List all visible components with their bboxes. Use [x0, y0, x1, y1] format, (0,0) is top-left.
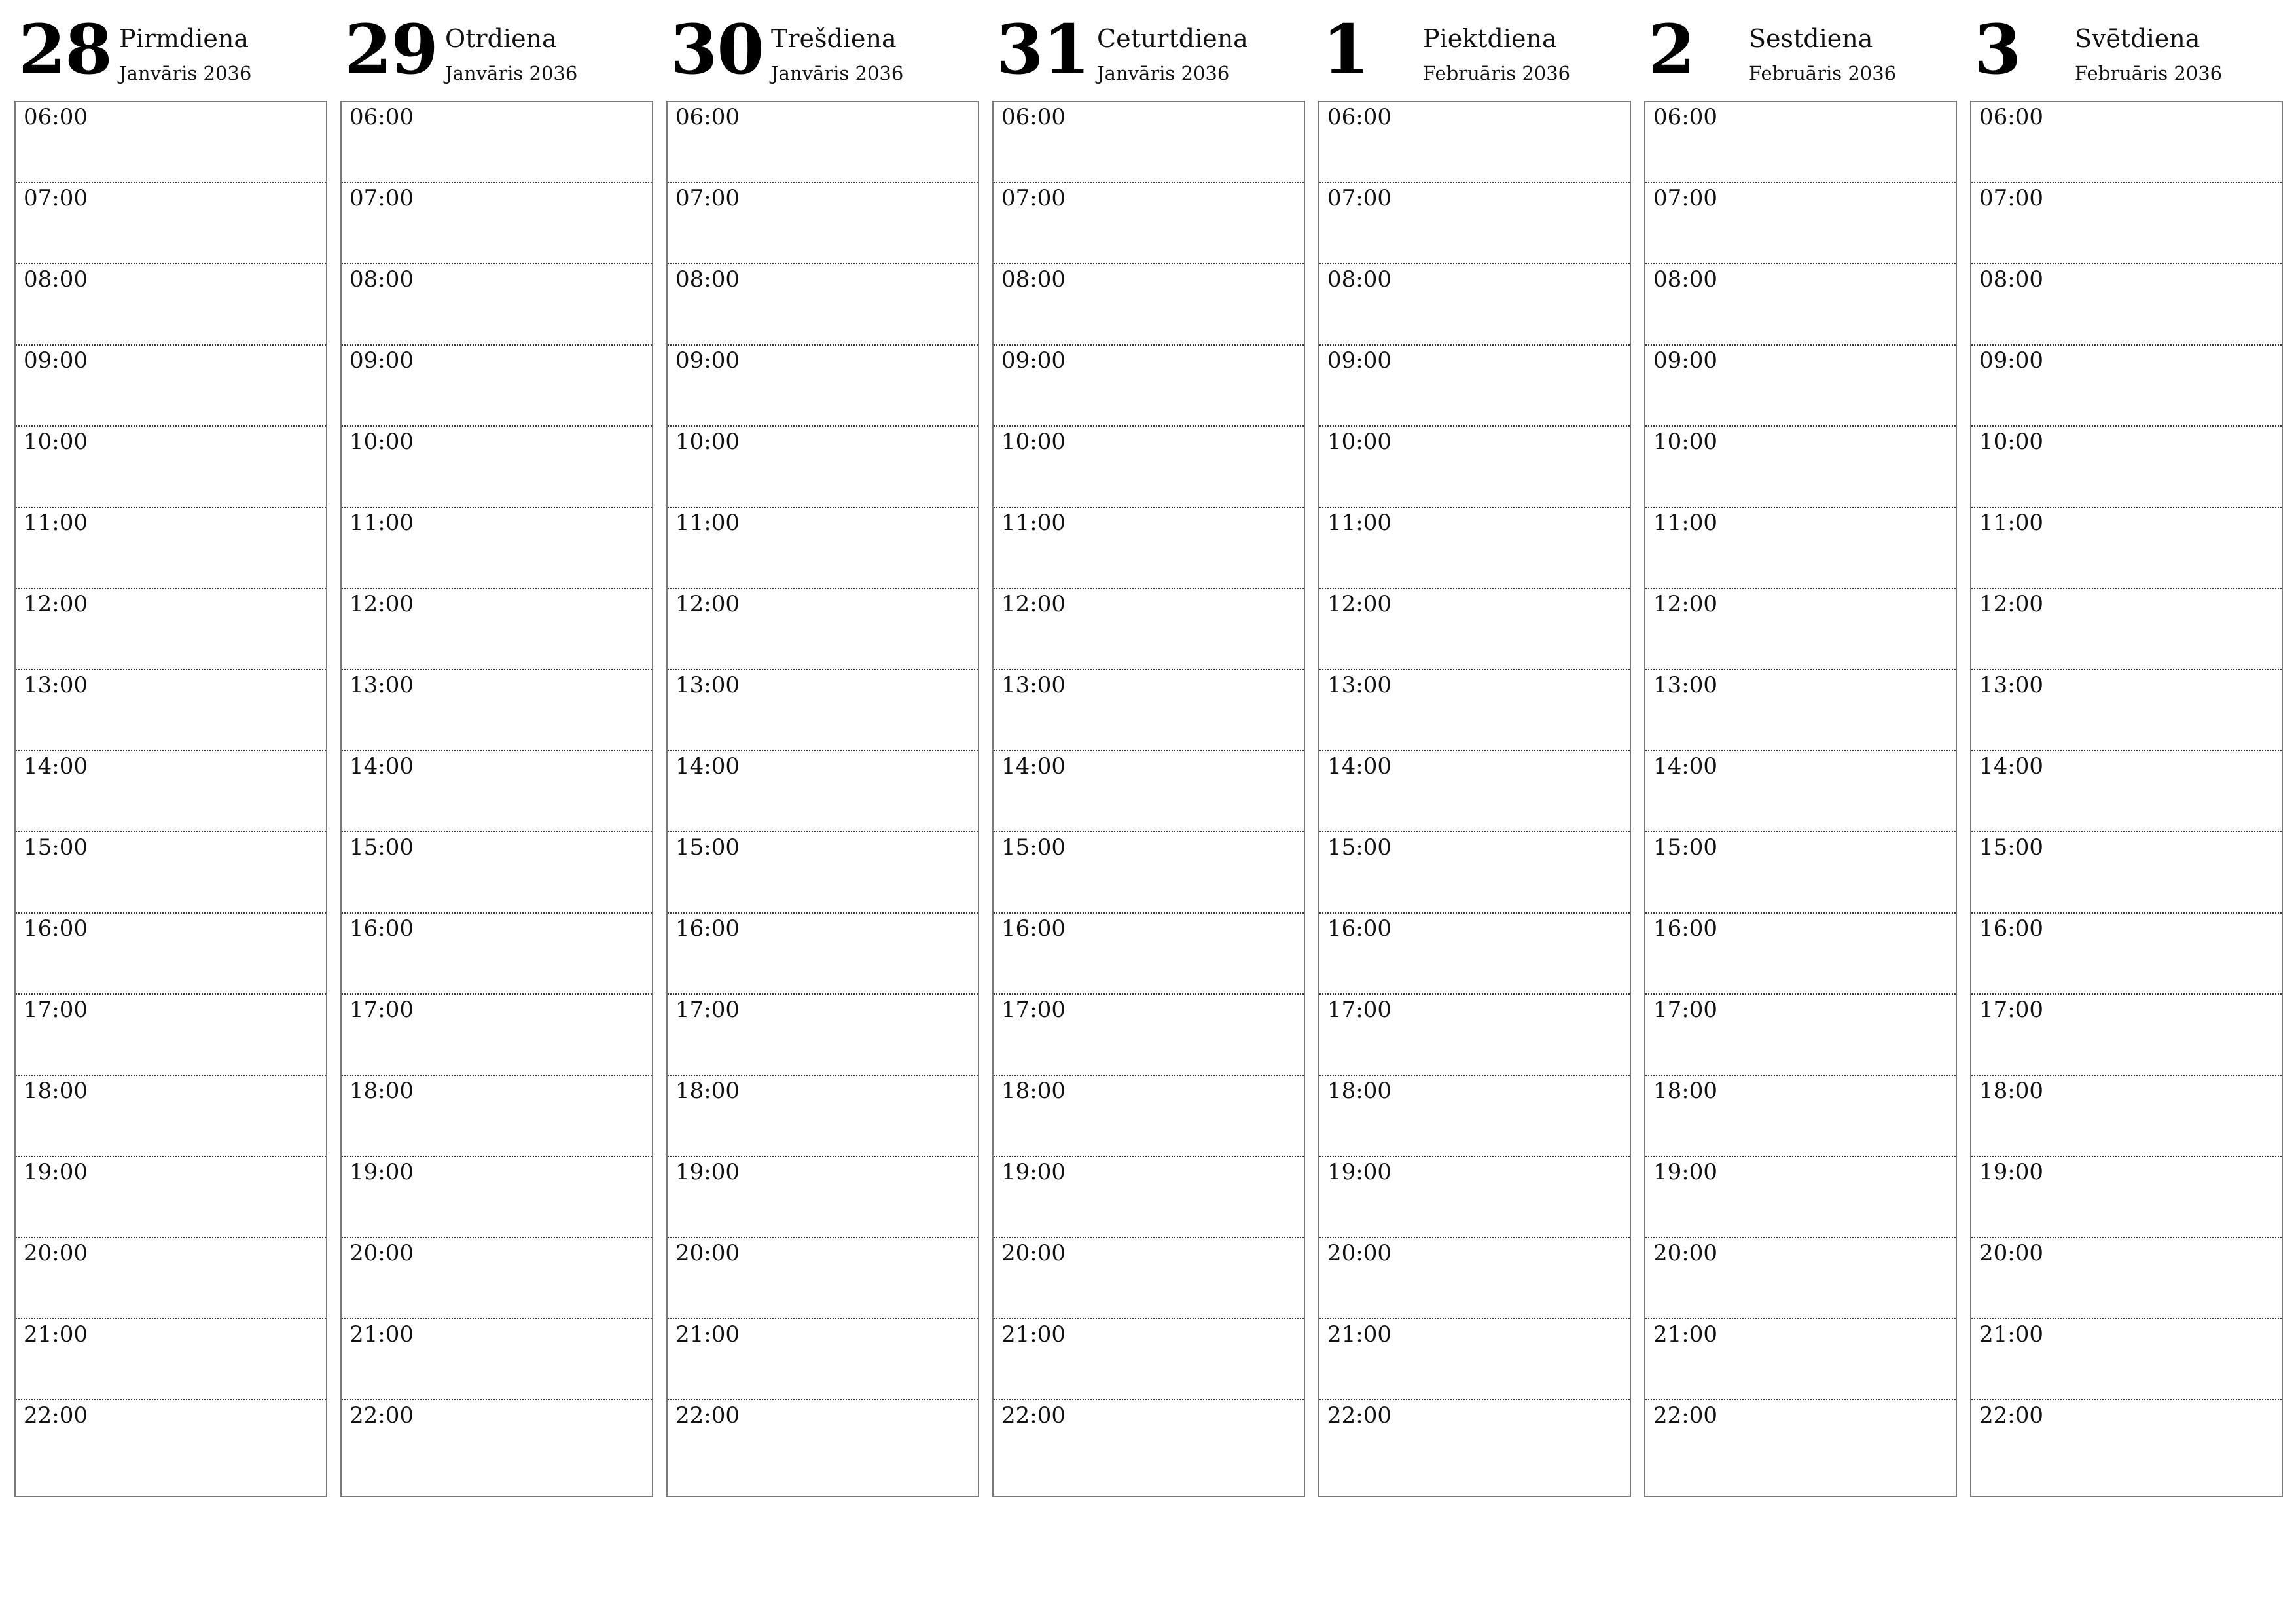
time-label: 06:00: [24, 104, 88, 130]
time-slot[interactable]: [342, 102, 652, 183]
time-label: 08:00: [1001, 266, 1066, 293]
time-slot[interactable]: [1971, 427, 2282, 508]
time-slot[interactable]: [1645, 751, 1956, 832]
time-label: 19:00: [675, 1159, 740, 1185]
time-slot[interactable]: [668, 914, 978, 995]
schedule-box: [1644, 101, 1957, 1497]
time-label: 17:00: [1001, 997, 1066, 1023]
time-slot[interactable]: [1971, 832, 2282, 914]
weekday-name: Sestdiena: [1749, 24, 1873, 53]
time-label: 12:00: [350, 591, 414, 617]
time-slot[interactable]: [16, 1076, 326, 1157]
time-label: 20:00: [1653, 1240, 1717, 1266]
time-label: 15:00: [675, 834, 740, 861]
time-label: 10:00: [24, 429, 88, 455]
time-label: 19:00: [350, 1159, 414, 1185]
time-slot[interactable]: [1971, 1238, 2282, 1319]
time-slot[interactable]: [1319, 183, 1630, 264]
time-slot[interactable]: [668, 183, 978, 264]
time-label: 20:00: [1001, 1240, 1066, 1266]
time-label: 15:00: [24, 834, 88, 861]
time-label: 15:00: [1979, 834, 2043, 861]
time-slot[interactable]: [16, 589, 326, 670]
time-slot[interactable]: [1645, 1157, 1956, 1238]
time-label: 07:00: [1327, 185, 1391, 211]
time-label: 08:00: [24, 266, 88, 293]
time-slot[interactable]: [1645, 1319, 1956, 1400]
time-slot[interactable]: [1971, 914, 2282, 995]
time-label: 18:00: [1327, 1078, 1391, 1104]
time-label: 12:00: [24, 591, 88, 617]
time-slot[interactable]: [342, 427, 652, 508]
day-number: 2: [1648, 9, 1695, 90]
time-label: 12:00: [675, 591, 740, 617]
weekday-name: Trešdiena: [771, 24, 897, 53]
time-slot[interactable]: [668, 1238, 978, 1319]
time-label: 21:00: [1001, 1321, 1066, 1347]
time-slot[interactable]: [1319, 670, 1630, 751]
time-label: 12:00: [1653, 591, 1717, 617]
month-year: Janvāris 2036: [1097, 62, 1230, 84]
time-label: 22:00: [24, 1402, 88, 1429]
time-slot[interactable]: [1645, 1400, 1956, 1488]
time-slot[interactable]: [1971, 183, 2282, 264]
time-label: 20:00: [1327, 1240, 1391, 1266]
time-label: 10:00: [1327, 429, 1391, 455]
time-label: 17:00: [1979, 997, 2043, 1023]
time-label: 14:00: [1979, 753, 2043, 779]
time-slot[interactable]: [1645, 102, 1956, 183]
time-slot[interactable]: [1319, 1076, 1630, 1157]
time-label: 18:00: [1001, 1078, 1066, 1104]
time-label: 10:00: [675, 429, 740, 455]
time-slot[interactable]: [668, 751, 978, 832]
time-label: 06:00: [675, 104, 740, 130]
time-label: 22:00: [1327, 1402, 1391, 1429]
schedule-box: [14, 101, 327, 1497]
time-label: 21:00: [24, 1321, 88, 1347]
time-slot[interactable]: [1319, 427, 1630, 508]
time-slot[interactable]: [1319, 832, 1630, 914]
time-slot[interactable]: [1971, 264, 2282, 346]
time-slot[interactable]: [994, 183, 1304, 264]
time-label: 08:00: [350, 266, 414, 293]
time-label: 15:00: [1653, 834, 1717, 861]
time-slot[interactable]: [342, 1157, 652, 1238]
time-slot[interactable]: [342, 914, 652, 995]
time-label: 16:00: [1001, 916, 1066, 942]
time-slot[interactable]: [994, 751, 1304, 832]
time-label: 18:00: [24, 1078, 88, 1104]
time-label: 16:00: [1653, 916, 1717, 942]
time-slot[interactable]: [668, 995, 978, 1076]
time-label: 17:00: [350, 997, 414, 1023]
time-label: 17:00: [675, 997, 740, 1023]
time-label: 11:00: [350, 510, 414, 536]
time-label: 20:00: [350, 1240, 414, 1266]
time-slot[interactable]: [342, 589, 652, 670]
time-label: 13:00: [1001, 672, 1066, 698]
time-label: 17:00: [1653, 997, 1717, 1023]
time-slot[interactable]: [1645, 508, 1956, 589]
day-number: 30: [670, 9, 764, 90]
time-label: 15:00: [1001, 834, 1066, 861]
time-label: 18:00: [675, 1078, 740, 1104]
time-label: 22:00: [1653, 1402, 1717, 1429]
time-label: 10:00: [350, 429, 414, 455]
time-label: 22:00: [1001, 1402, 1066, 1429]
time-slot[interactable]: [1319, 914, 1630, 995]
time-slot[interactable]: [1645, 1238, 1956, 1319]
time-slot[interactable]: [1319, 102, 1630, 183]
time-slot[interactable]: [668, 346, 978, 427]
time-label: 06:00: [1979, 104, 2043, 130]
time-slot[interactable]: [668, 1319, 978, 1400]
time-slot[interactable]: [1319, 995, 1630, 1076]
time-label: 09:00: [675, 348, 740, 374]
time-slot[interactable]: [342, 1076, 652, 1157]
day-header: [992, 0, 1305, 98]
time-slot[interactable]: [1971, 995, 2282, 1076]
time-slot[interactable]: [994, 427, 1304, 508]
time-label: 07:00: [350, 185, 414, 211]
time-slot[interactable]: [1645, 264, 1956, 346]
time-label: 06:00: [1653, 104, 1717, 130]
schedule-box: [992, 101, 1305, 1497]
time-slot[interactable]: [1645, 1076, 1956, 1157]
time-slot[interactable]: [1319, 1238, 1630, 1319]
time-label: 17:00: [24, 997, 88, 1023]
time-label: 21:00: [1979, 1321, 2043, 1347]
time-slot[interactable]: [994, 1400, 1304, 1488]
time-label: 06:00: [1001, 104, 1066, 130]
time-slot[interactable]: [16, 670, 326, 751]
time-slot[interactable]: [1971, 1400, 2282, 1488]
month-year: Janvāris 2036: [771, 62, 904, 84]
time-slot[interactable]: [1971, 1319, 2282, 1400]
time-label: 13:00: [24, 672, 88, 698]
time-label: 21:00: [1653, 1321, 1717, 1347]
time-slot[interactable]: [1645, 914, 1956, 995]
time-slot[interactable]: [1319, 751, 1630, 832]
time-label: 07:00: [1653, 185, 1717, 211]
day-header: [666, 0, 979, 98]
time-slot[interactable]: [994, 1319, 1304, 1400]
time-slot[interactable]: [1645, 346, 1956, 427]
time-slot[interactable]: [1971, 346, 2282, 427]
time-label: 16:00: [1979, 916, 2043, 942]
day-number: 28: [18, 9, 112, 90]
time-label: 13:00: [1653, 672, 1717, 698]
time-label: 11:00: [675, 510, 740, 536]
time-label: 22:00: [675, 1402, 740, 1429]
time-slot[interactable]: [1971, 670, 2282, 751]
time-label: 09:00: [1979, 348, 2043, 374]
time-label: 22:00: [1979, 1402, 2043, 1429]
time-label: 10:00: [1001, 429, 1066, 455]
month-year: Janvāris 2036: [445, 62, 578, 84]
time-slot[interactable]: [668, 1157, 978, 1238]
time-label: 18:00: [1979, 1078, 2043, 1104]
time-slot[interactable]: [668, 427, 978, 508]
month-year: Februāris 2036: [1423, 62, 1571, 84]
schedule-box: [1970, 101, 2283, 1497]
time-label: 19:00: [1327, 1159, 1391, 1185]
time-label: 09:00: [1327, 348, 1391, 374]
time-slot[interactable]: [1645, 995, 1956, 1076]
time-slot[interactable]: [668, 1400, 978, 1488]
time-slot[interactable]: [668, 102, 978, 183]
time-slot[interactable]: [1319, 264, 1630, 346]
time-slot[interactable]: [342, 670, 652, 751]
time-slot[interactable]: [16, 508, 326, 589]
time-label: 07:00: [675, 185, 740, 211]
time-label: 19:00: [1979, 1159, 2043, 1185]
day-header: [14, 0, 327, 98]
day-header: [1318, 0, 1631, 98]
schedule-box: [340, 101, 653, 1497]
time-label: 11:00: [1001, 510, 1066, 536]
month-year: Februāris 2036: [2075, 62, 2223, 84]
time-slot[interactable]: [342, 264, 652, 346]
day-number: 31: [996, 9, 1090, 90]
time-slot[interactable]: [16, 751, 326, 832]
time-label: 08:00: [1327, 266, 1391, 293]
time-slot[interactable]: [1971, 751, 2282, 832]
time-label: 16:00: [675, 916, 740, 942]
time-slot[interactable]: [1319, 1400, 1630, 1488]
time-label: 11:00: [24, 510, 88, 536]
time-label: 21:00: [1327, 1321, 1391, 1347]
time-slot[interactable]: [668, 508, 978, 589]
time-slot[interactable]: [994, 995, 1304, 1076]
month-year: Janvāris 2036: [119, 62, 252, 84]
time-slot[interactable]: [342, 995, 652, 1076]
time-label: 16:00: [350, 916, 414, 942]
time-slot[interactable]: [668, 1076, 978, 1157]
time-slot[interactable]: [1645, 183, 1956, 264]
time-label: 13:00: [1979, 672, 2043, 698]
time-label: 11:00: [1979, 510, 2043, 536]
time-slot[interactable]: [1645, 832, 1956, 914]
time-slot[interactable]: [994, 832, 1304, 914]
time-label: 21:00: [675, 1321, 740, 1347]
time-label: 08:00: [1979, 266, 2043, 293]
time-slot[interactable]: [668, 832, 978, 914]
time-slot[interactable]: [16, 832, 326, 914]
time-label: 18:00: [1653, 1078, 1717, 1104]
time-label: 13:00: [675, 672, 740, 698]
time-label: 07:00: [1001, 185, 1066, 211]
time-label: 16:00: [24, 916, 88, 942]
time-label: 20:00: [1979, 1240, 2043, 1266]
time-label: 17:00: [1327, 997, 1391, 1023]
time-slot[interactable]: [994, 508, 1304, 589]
day-number: 29: [344, 9, 438, 90]
time-label: 09:00: [24, 348, 88, 374]
time-label: 08:00: [1653, 266, 1717, 293]
day-header: [340, 0, 653, 98]
time-label: 11:00: [1327, 510, 1391, 536]
time-slot[interactable]: [16, 427, 326, 508]
time-slot[interactable]: [16, 102, 326, 183]
day-header: [1644, 0, 1957, 98]
schedule-box: [1318, 101, 1631, 1497]
time-label: 14:00: [1001, 753, 1066, 779]
time-slot[interactable]: [1971, 1076, 2282, 1157]
time-label: 14:00: [24, 753, 88, 779]
day-number: 3: [1974, 9, 2021, 90]
time-label: 15:00: [1327, 834, 1391, 861]
time-label: 11:00: [1653, 510, 1717, 536]
time-label: 12:00: [1979, 591, 2043, 617]
time-label: 19:00: [1001, 1159, 1066, 1185]
time-slot[interactable]: [16, 1238, 326, 1319]
time-slot[interactable]: [994, 1238, 1304, 1319]
time-slot[interactable]: [342, 1319, 652, 1400]
weekday-name: Pirmdiena: [119, 24, 249, 53]
time-slot[interactable]: [16, 914, 326, 995]
time-slot[interactable]: [16, 1319, 326, 1400]
time-slot[interactable]: [16, 995, 326, 1076]
time-slot[interactable]: [1645, 427, 1956, 508]
time-label: 14:00: [1327, 753, 1391, 779]
time-slot[interactable]: [994, 589, 1304, 670]
time-label: 13:00: [350, 672, 414, 698]
time-slot[interactable]: [16, 264, 326, 346]
time-label: 14:00: [350, 753, 414, 779]
time-label: 10:00: [1979, 429, 2043, 455]
time-slot[interactable]: [1319, 589, 1630, 670]
time-label: 16:00: [1327, 916, 1391, 942]
time-label: 06:00: [1327, 104, 1391, 130]
time-label: 18:00: [350, 1078, 414, 1104]
weekday-name: Ceturtdiena: [1097, 24, 1248, 53]
time-slot[interactable]: [668, 670, 978, 751]
time-label: 08:00: [675, 266, 740, 293]
time-label: 07:00: [1979, 185, 2043, 211]
time-label: 12:00: [1001, 591, 1066, 617]
time-slot[interactable]: [342, 832, 652, 914]
time-slot[interactable]: [994, 1157, 1304, 1238]
weekday-name: Svētdiena: [2075, 24, 2200, 53]
time-label: 09:00: [350, 348, 414, 374]
time-label: 21:00: [350, 1321, 414, 1347]
time-slot[interactable]: [1971, 1157, 2282, 1238]
time-label: 10:00: [1653, 429, 1717, 455]
month-year: Februāris 2036: [1749, 62, 1897, 84]
time-slot[interactable]: [994, 102, 1304, 183]
time-slot[interactable]: [1971, 102, 2282, 183]
time-slot[interactable]: [342, 751, 652, 832]
time-label: 20:00: [24, 1240, 88, 1266]
time-slot[interactable]: [342, 1238, 652, 1319]
time-slot[interactable]: [16, 1157, 326, 1238]
time-label: 07:00: [24, 185, 88, 211]
time-label: 19:00: [24, 1159, 88, 1185]
time-label: 22:00: [350, 1402, 414, 1429]
schedule-box: [666, 101, 979, 1497]
day-number: 1: [1322, 9, 1369, 90]
time-label: 14:00: [675, 753, 740, 779]
time-slot[interactable]: [668, 589, 978, 670]
time-slot[interactable]: [1971, 589, 2282, 670]
time-slot[interactable]: [1645, 589, 1956, 670]
time-slot[interactable]: [342, 183, 652, 264]
time-slot[interactable]: [994, 346, 1304, 427]
time-label: 20:00: [675, 1240, 740, 1266]
time-label: 15:00: [350, 834, 414, 861]
time-slot[interactable]: [994, 264, 1304, 346]
time-slot[interactable]: [16, 1400, 326, 1488]
time-slot[interactable]: [1971, 508, 2282, 589]
time-slot[interactable]: [342, 346, 652, 427]
time-label: 12:00: [1327, 591, 1391, 617]
time-label: 14:00: [1653, 753, 1717, 779]
time-slot[interactable]: [16, 183, 326, 264]
time-label: 13:00: [1327, 672, 1391, 698]
day-header: [1970, 0, 2283, 98]
time-slot[interactable]: [342, 508, 652, 589]
time-slot[interactable]: [1645, 670, 1956, 751]
time-slot[interactable]: [1319, 508, 1630, 589]
time-slot[interactable]: [1319, 1319, 1630, 1400]
time-slot[interactable]: [668, 264, 978, 346]
weekday-name: Piektdiena: [1423, 24, 1557, 53]
time-slot[interactable]: [994, 914, 1304, 995]
time-slot[interactable]: [1319, 1157, 1630, 1238]
time-slot[interactable]: [994, 670, 1304, 751]
time-label: 19:00: [1653, 1159, 1717, 1185]
time-slot[interactable]: [994, 1076, 1304, 1157]
weekday-name: Otrdiena: [445, 24, 557, 53]
time-slot[interactable]: [342, 1400, 652, 1488]
time-label: 09:00: [1001, 348, 1066, 374]
time-slot[interactable]: [1319, 346, 1630, 427]
time-label: 09:00: [1653, 348, 1717, 374]
time-slot[interactable]: [16, 346, 326, 427]
time-label: 06:00: [350, 104, 414, 130]
